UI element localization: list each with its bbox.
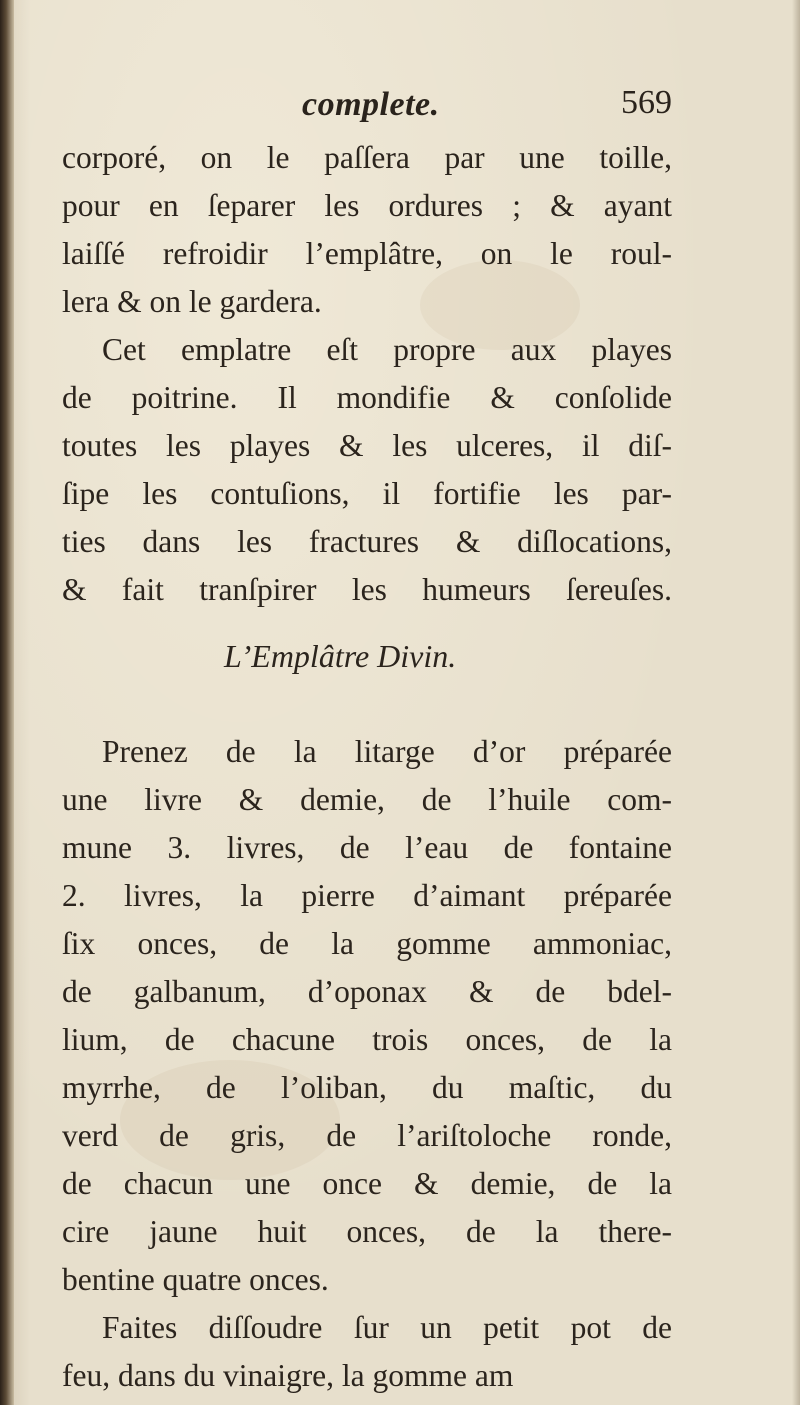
text-line: bentine quatre onces.: [62, 1262, 329, 1297]
text-line: Faites diſſoudre ſur un petit pot de: [102, 1310, 672, 1345]
text-line: Cet emplatre eſt propre aux playes: [102, 332, 672, 367]
text-line: myrrhe, de l’oliban, du maſtic, du: [62, 1070, 672, 1105]
text-line: ties dans les fractures & diſlocations,: [62, 524, 672, 559]
paragraph: [62, 134, 672, 326]
text-line: de galbanum, d’oponax & de bdel-: [62, 974, 672, 1009]
page-edge-shadow: [792, 0, 800, 1405]
text-line: mune 3. livres, de l’eau de fontaine: [62, 830, 672, 865]
text-line: de chacun une once & demie, de la: [62, 1166, 672, 1201]
running-title: complete.: [302, 86, 440, 123]
text-line: ſix onces, de la gomme ammoniac,: [62, 926, 672, 961]
page-text: [62, 134, 672, 1400]
text-line: ſipe les contuſions, il fortifie les par-: [62, 476, 672, 511]
text-line: 2. livres, la pierre d’aimant préparée: [62, 878, 672, 913]
text-line: toutes les playes & les ulceres, il diſ-: [62, 428, 672, 463]
page-header: [62, 82, 672, 134]
text-line: laiſſé refroidir l’emplâtre, on le roul-: [62, 236, 672, 271]
text-line: une livre & demie, de l’huile com-: [62, 782, 672, 817]
text-line: de poitrine. Il mondifie & conſolide: [62, 380, 672, 415]
text-line: corporé, on le paſſera par une toille,: [62, 140, 672, 175]
book-spine-shadow: [0, 0, 14, 1405]
paragraph: [62, 1304, 672, 1400]
paragraph: [62, 326, 672, 614]
section-heading: L’Emplâtre Divin.: [224, 638, 457, 674]
text-line: pour en ſeparer les ordures ; & ayant: [62, 188, 672, 223]
text-line: cire jaune huit onces, de la there-: [62, 1214, 672, 1249]
text-line: lera & on le gardera.: [62, 284, 322, 319]
page-number: 569: [621, 84, 672, 121]
text-line: lium, de chacune trois onces, de la: [62, 1022, 672, 1057]
text-line: Prenez de la litarge d’or préparée: [102, 734, 672, 769]
paragraph: [62, 728, 672, 1304]
text-line: verd de gris, de l’ariſtoloche ronde,: [62, 1118, 672, 1153]
text-line: feu, dans du vinaigre, la gomme am: [62, 1358, 514, 1393]
text-line: & fait tranſpirer les humeurs ſereuſes.: [62, 572, 672, 607]
